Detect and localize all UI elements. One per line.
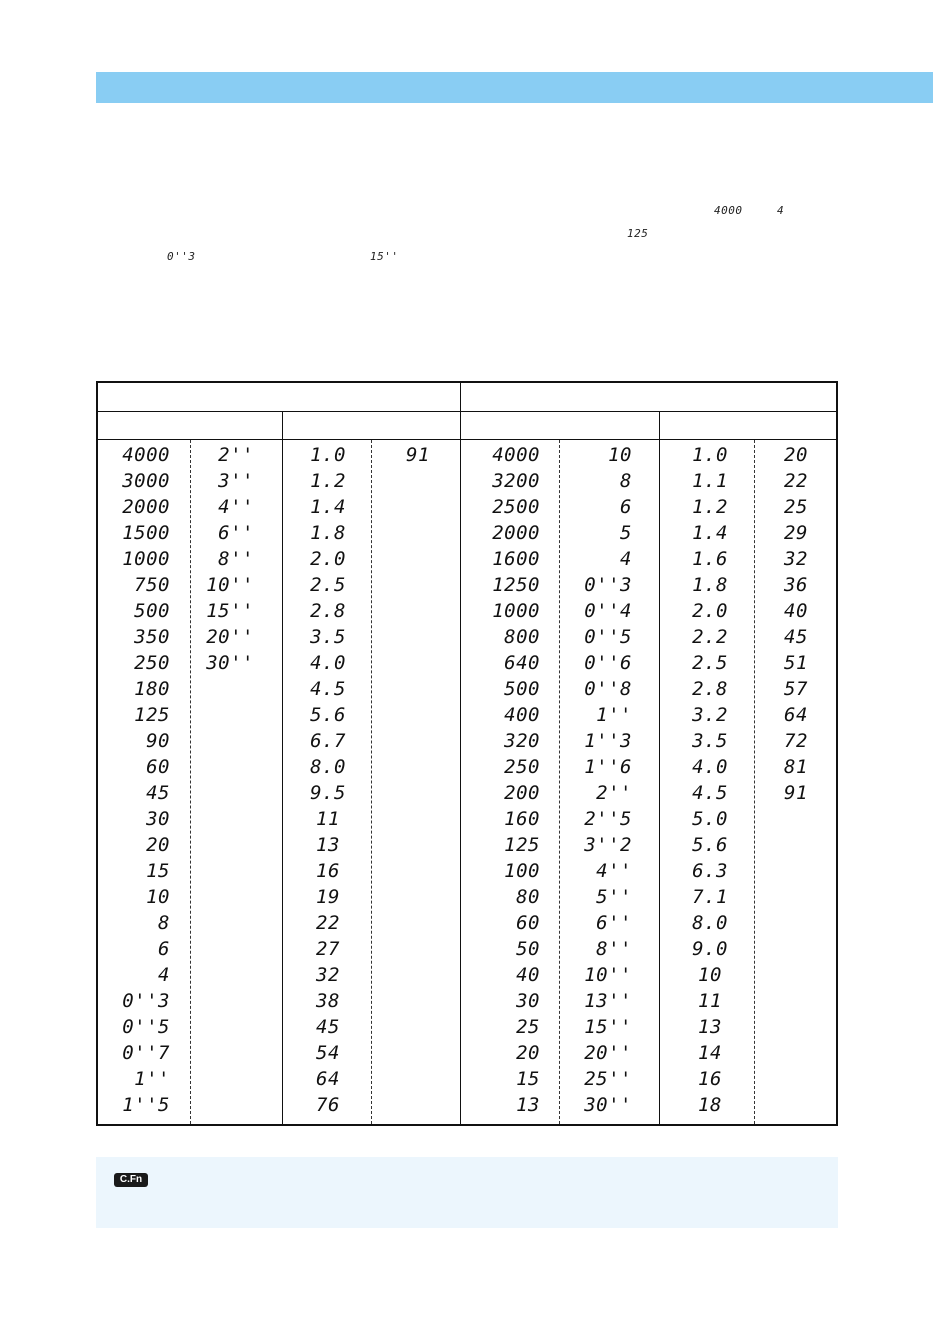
table-cell: 30 <box>146 808 170 830</box>
table-cell: 1.1 <box>692 470 728 492</box>
table-cell: 45 <box>784 626 808 648</box>
table-cell: 4'' <box>596 860 632 882</box>
table-cell: 45 <box>316 1016 340 1038</box>
table-cell: 250 <box>134 652 170 674</box>
table-cell: 50 <box>516 938 540 960</box>
table-cell: 16 <box>316 860 340 882</box>
table-cell: 30'' <box>584 1094 632 1116</box>
table-cell: 2'' <box>218 444 254 466</box>
table-cell: 2.0 <box>692 600 728 622</box>
table-cell: 10'' <box>206 574 254 596</box>
table-cell: 90 <box>146 730 170 752</box>
table-cell: 4000 <box>492 444 540 466</box>
table-cell: 4.5 <box>692 782 728 804</box>
table-cell: 5'' <box>596 886 632 908</box>
custom-function-icon: C.Fn <box>114 1173 148 1187</box>
table-cell: 1.4 <box>310 496 346 518</box>
table-cell: 0''3 <box>584 574 632 596</box>
table-cell: 32 <box>784 548 808 570</box>
table-cell: 7.1 <box>692 886 728 908</box>
table-cell: 8.0 <box>310 756 346 778</box>
table-cell: 19 <box>316 886 340 908</box>
lcd-max-speed: 4000 <box>714 204 743 217</box>
table-cell: 6'' <box>596 912 632 934</box>
table-cell: 25 <box>784 496 808 518</box>
table-cell: 60 <box>516 912 540 934</box>
table-cell: 350 <box>134 626 170 648</box>
table-cell: 25 <box>516 1016 540 1038</box>
table-cell: 1''6 <box>584 756 632 778</box>
table-cell: 0''3 <box>122 990 170 1012</box>
column-time-2 <box>570 442 632 1118</box>
table-cell: 4.5 <box>310 678 346 700</box>
table-cell: 32 <box>316 964 340 986</box>
table-cell: 6.3 <box>692 860 728 882</box>
table-cell: 25'' <box>584 1068 632 1090</box>
table-cell: 15'' <box>206 600 254 622</box>
table-cell: 2.5 <box>692 652 728 674</box>
table-cell: 125 <box>504 834 540 856</box>
table-cell: 22 <box>784 470 808 492</box>
table-cell: 5.0 <box>692 808 728 830</box>
table-cell: 5.6 <box>692 834 728 856</box>
table-cell: 160 <box>504 808 540 830</box>
table-cell: 1.4 <box>692 522 728 544</box>
column-aperture-1b <box>388 442 448 468</box>
table-cell: 4 <box>620 548 632 570</box>
table-cell: 81 <box>784 756 808 778</box>
table-subheader-divider <box>98 439 836 440</box>
table-cell: 1.8 <box>692 574 728 596</box>
table-cell: 500 <box>504 678 540 700</box>
table-cell: 2.0 <box>310 548 346 570</box>
table-cell: 10'' <box>584 964 632 986</box>
table-cell: 0''5 <box>584 626 632 648</box>
table-cell: 15'' <box>584 1016 632 1038</box>
table-cell: 2''5 <box>584 808 632 830</box>
table-cell: 20 <box>516 1042 540 1064</box>
table-cell: 0''8 <box>584 678 632 700</box>
table-cell: 15 <box>146 860 170 882</box>
settings-table <box>96 381 838 1126</box>
table-cell: 200 <box>504 782 540 804</box>
table-cell: 3200 <box>492 470 540 492</box>
table-cell: 64 <box>784 704 808 726</box>
table-cell: 57 <box>784 678 808 700</box>
table-cell: 8'' <box>596 938 632 960</box>
table-cell: 11 <box>316 808 340 830</box>
table-cell: 10 <box>698 964 722 986</box>
table-cell: 1.0 <box>310 444 346 466</box>
table-cell: 2500 <box>492 496 540 518</box>
table-cell: 54 <box>316 1042 340 1064</box>
table-cell: 0''4 <box>584 600 632 622</box>
table-cell: 18 <box>698 1094 722 1116</box>
table-cell: 36 <box>784 574 808 596</box>
table-cell: 3''2 <box>584 834 632 856</box>
table-cell: 8 <box>620 470 632 492</box>
table-cell: 10 <box>608 444 632 466</box>
table-cell: 20 <box>146 834 170 856</box>
table-cell: 1.2 <box>310 470 346 492</box>
table-cell: 1600 <box>492 548 540 570</box>
table-cell: 11 <box>698 990 722 1012</box>
table-cell: 10 <box>146 886 170 908</box>
table-cell: 45 <box>146 782 170 804</box>
table-cell: 91 <box>406 444 430 466</box>
column-speed-2 <box>470 442 540 1118</box>
table-cell: 1.6 <box>692 548 728 570</box>
table-cell: 500 <box>134 600 170 622</box>
table-cell: 40 <box>784 600 808 622</box>
table-cell: 22 <box>316 912 340 934</box>
table-cell: 2.8 <box>692 678 728 700</box>
dashed-divider <box>754 440 755 1124</box>
table-cell: 30 <box>516 990 540 1012</box>
table-cell: 8 <box>158 912 170 934</box>
table-cell: 750 <box>134 574 170 596</box>
table-cell: 640 <box>504 652 540 674</box>
table-cell: 6 <box>620 496 632 518</box>
table-cell: 30'' <box>206 652 254 674</box>
table-cell: 1.2 <box>692 496 728 518</box>
table-cell: 80 <box>516 886 540 908</box>
table-cell: 1''3 <box>584 730 632 752</box>
table-cell: 2.8 <box>310 600 346 622</box>
table-cell: 3.5 <box>310 626 346 648</box>
lcd-mid-speed: 125 <box>627 227 649 240</box>
table-cell: 1000 <box>492 600 540 622</box>
table-cell: 40 <box>516 964 540 986</box>
table-cell: 1250 <box>492 574 540 596</box>
table-cell: 16 <box>698 1068 722 1090</box>
table-cell: 1.0 <box>692 444 728 466</box>
note-box <box>96 1157 838 1228</box>
table-cell: 400 <box>504 704 540 726</box>
table-cell: 4'' <box>218 496 254 518</box>
table-cell: 125 <box>134 704 170 726</box>
lcd-step: 4 <box>777 204 785 217</box>
table-cell: 6 <box>158 938 170 960</box>
table-cell: 250 <box>504 756 540 778</box>
table-cell: 2'' <box>596 782 632 804</box>
table-main-divider <box>460 383 461 1124</box>
table-cell: 9.5 <box>310 782 346 804</box>
table-cell: 3.5 <box>692 730 728 752</box>
table-cell: 13'' <box>584 990 632 1012</box>
table-cell: 1''5 <box>122 1094 170 1116</box>
table-cell: 180 <box>134 678 170 700</box>
table-cell: 320 <box>504 730 540 752</box>
table-cell: 72 <box>784 730 808 752</box>
table-cell: 2000 <box>492 522 540 544</box>
column-time-1 <box>198 442 254 676</box>
dashed-divider <box>190 440 191 1124</box>
table-cell: 3000 <box>122 470 170 492</box>
dashed-divider <box>371 440 372 1124</box>
table-cell: 27 <box>316 938 340 960</box>
table-cell: 2.5 <box>310 574 346 596</box>
dashed-divider <box>559 440 560 1124</box>
table-cell: 1'' <box>134 1068 170 1090</box>
table-cell: 6.7 <box>310 730 346 752</box>
table-cell: 29 <box>784 522 808 544</box>
table-cell: 8'' <box>218 548 254 570</box>
table-cell: 13 <box>316 834 340 856</box>
table-cell: 15 <box>516 1068 540 1090</box>
column-speed-1 <box>108 442 170 1118</box>
table-cell: 1.8 <box>310 522 346 544</box>
table-cell: 13 <box>516 1094 540 1116</box>
table-header-divider <box>98 411 836 412</box>
table-cell: 2.2 <box>692 626 728 648</box>
table-cell: 13 <box>698 1016 722 1038</box>
table-cell: 4.0 <box>310 652 346 674</box>
table-cell: 20'' <box>584 1042 632 1064</box>
table-cell: 800 <box>504 626 540 648</box>
table-cell: 4 <box>158 964 170 986</box>
table-cell: 20'' <box>206 626 254 648</box>
table-cell: 64 <box>316 1068 340 1090</box>
lcd-long-time: 15'' <box>370 250 399 263</box>
column-aperture-2b <box>766 442 826 806</box>
table-cell: 5.6 <box>310 704 346 726</box>
column-aperture-2 <box>680 442 740 1118</box>
column-aperture-1 <box>298 442 358 1118</box>
table-cell: 1000 <box>122 548 170 570</box>
table-cell: 20 <box>784 444 808 466</box>
table-cell: 38 <box>316 990 340 1012</box>
table-cell: 100 <box>504 860 540 882</box>
table-cell: 2000 <box>122 496 170 518</box>
table-cell: 3.2 <box>692 704 728 726</box>
table-cell: 0''7 <box>122 1042 170 1064</box>
table-cell: 9.0 <box>692 938 728 960</box>
table-divider-2 <box>659 411 660 1124</box>
table-cell: 3'' <box>218 470 254 492</box>
table-cell: 5 <box>620 522 632 544</box>
table-cell: 0''6 <box>584 652 632 674</box>
table-cell: 6'' <box>218 522 254 544</box>
table-cell: 91 <box>784 782 808 804</box>
table-cell: 0''5 <box>122 1016 170 1038</box>
table-cell: 4.0 <box>692 756 728 778</box>
table-cell: 76 <box>316 1094 340 1116</box>
table-cell: 1500 <box>122 522 170 544</box>
table-cell: 4000 <box>122 444 170 466</box>
section-header-bar <box>96 72 933 103</box>
lcd-short-time: 0''3 <box>167 250 196 263</box>
table-cell: 51 <box>784 652 808 674</box>
table-cell: 8.0 <box>692 912 728 934</box>
table-cell: 14 <box>698 1042 722 1064</box>
table-divider-1 <box>282 411 283 1124</box>
table-cell: 60 <box>146 756 170 778</box>
table-cell: 1'' <box>596 704 632 726</box>
